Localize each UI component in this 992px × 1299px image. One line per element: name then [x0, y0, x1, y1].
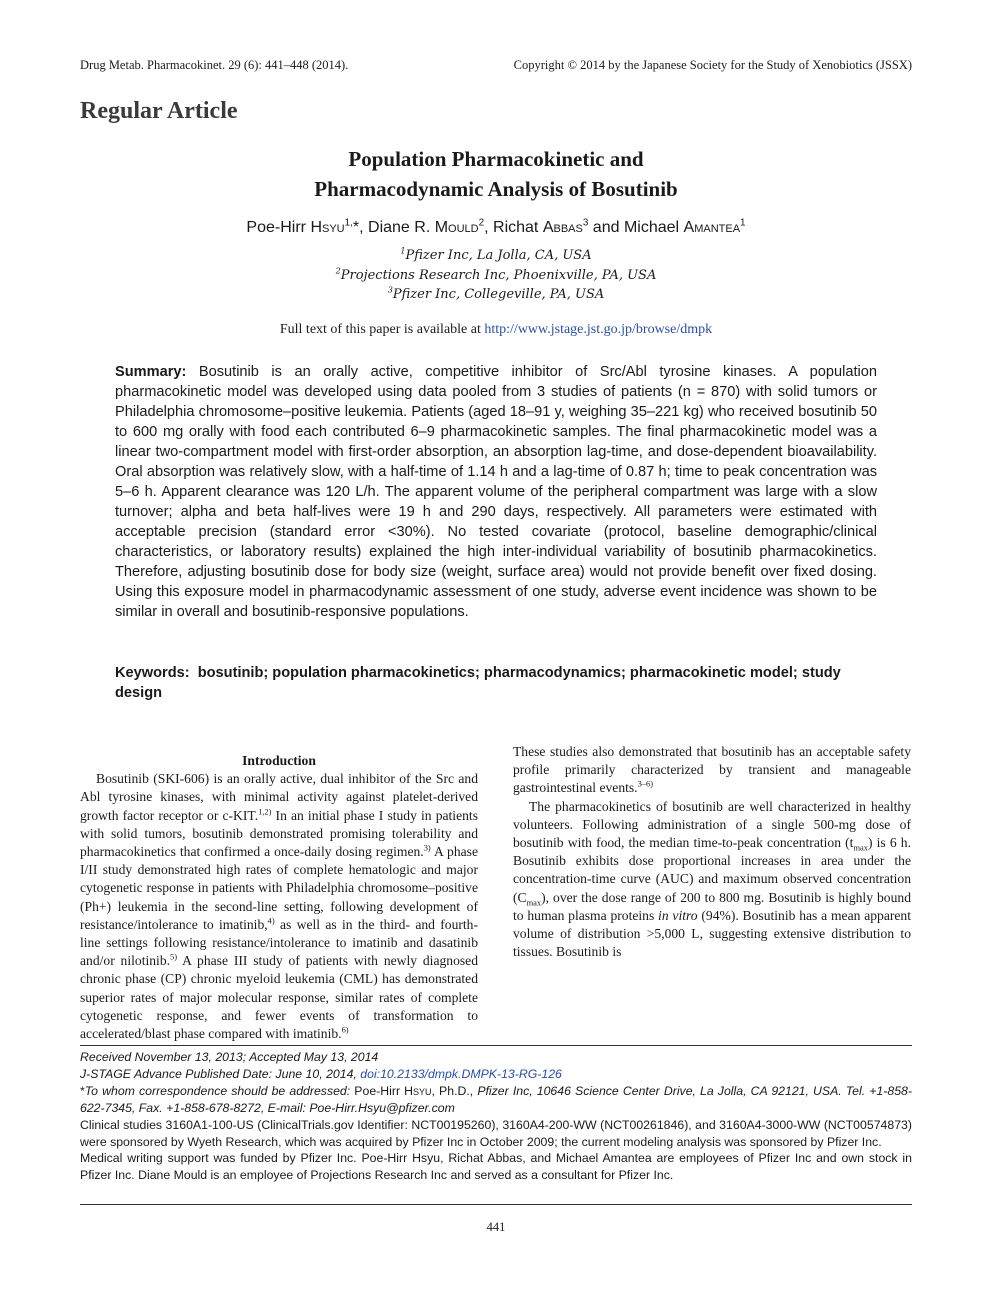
page-number: 441 — [486, 1220, 506, 1234]
author-1-last: Hsyu — [310, 219, 345, 236]
intro-text: Bosutinib (SKI-606) is an orally active, dual inhibitor of the Src and Abl tyrosine kinases, with minimal activity against platelet-derived growth factor receptor or c-KIT. — [80, 771, 478, 823]
intro-paragraph-1-continued — [513, 743, 911, 798]
author-1-affil-sup: 1, — [344, 217, 353, 229]
intro-text: (94%). Bosutinib has a mean apparent volume of distribution >5,000 L, suggesting extensive distribution to tissues. Bosutinib is — [513, 907, 911, 960]
subscript-max: max — [853, 842, 868, 853]
affiliation-text: Pfizer Inc, La Jolla, CA, USA — [405, 248, 592, 263]
clinical-studies-note: Clinical studies 3160A1-100-US (ClinicalTrials.gov Identifier: NCT00195260), 3160A4-200-WW (NCT00261846), and 3160A4-3000-WW (NCT00574873) were sponsored by Wyeth Research, which was acquired by Pfizer Inc in October 2009; the current modeling analysis was sponsored by Pfizer Inc. — [80, 1117, 912, 1149]
author-3-affil-sup: 3 — [582, 217, 589, 229]
author-list — [0, 219, 992, 237]
affiliations — [0, 246, 992, 305]
affiliation-text: Pfizer Inc, Collegeville, PA, USA — [392, 287, 605, 302]
author-4-affil-sup: 1 — [740, 217, 746, 229]
author-3-last: Abbas — [542, 219, 583, 236]
author-2-last: Mould — [434, 219, 479, 236]
keywords-list: bosutinib; population pharmacokinetics; pharmacodynamics; pharmacokinetic model; study design — [115, 665, 841, 701]
title-line-2: Pharmacodynamic Analysis of Bosutinib — [314, 177, 678, 201]
footnote-divider — [80, 1045, 912, 1046]
corresponding-star: * — [352, 219, 360, 236]
journal-citation: Drug Metab. Pharmacokinet. 29 (6): 441–448 (2014). — [80, 58, 349, 72]
keywords-label: Keywords: — [115, 665, 190, 681]
correspondence-address: Pfizer Inc, 10646 Science Center Drive, La Jolla, CA 92121, USA. Tel. +1-858-622-7345, Fax. +1-858-678-8272, E-mail: Poe-Hirr.Hsyu@pfizer.com — [80, 1083, 912, 1115]
author-separator: , — [484, 219, 494, 236]
article-type-label: Regular Article — [80, 98, 238, 124]
section-heading-introduction: Introduction — [242, 753, 316, 768]
intro-text: ) is 6 h. Bosutinib exhibits dose proportional increases in area under the concentration-time curve (AUC) and maximum observed concentration (C — [513, 835, 911, 905]
correspondence-note — [80, 1083, 912, 1117]
author-4-last: Amantea — [683, 219, 741, 236]
copyright-notice: Copyright © 2014 by the Japanese Society for the Study of Xenobiotics (JSSX) — [513, 58, 912, 72]
author-separator: and — [588, 219, 624, 236]
title-line-1: Population Pharmacokinetic and — [348, 147, 644, 171]
fulltext-availability — [0, 322, 992, 338]
fulltext-link[interactable]: http://www.jstage.jst.go.jp/browse/dmpk — [484, 322, 713, 337]
jstage-published — [80, 1066, 912, 1083]
summary-label: Summary: — [115, 364, 187, 380]
author-separator: , — [359, 219, 369, 236]
author-2-first: Diane R. — [368, 219, 435, 236]
subscript-max: max — [526, 897, 542, 908]
affiliation-number: 3 — [387, 285, 393, 295]
keywords-block — [115, 663, 877, 703]
author-4-first: Michael — [623, 219, 684, 236]
intro-text: A phase I/II study demonstrated high rates of complete hematologic and major cytogenetic response in patients with Philadelphia chromosome–positive (Ph+) leukemia in the second-line setting, following development of resistance/intolerance to imatinib, — [80, 844, 478, 932]
summary-text: Bosutinib is an orally active, competitive inhibitor of Src/Abl tyrosine kinases. A population pharmacokinetic model was developed using data pooled from 3 studies of patients (n = 870) with solid tumors or Philadelphia chromosome–positive leukemia. Patients (aged 18–91 y, weighing 35–221 kg) who received bosutinib 50 to 600 mg orally with food each contributed 6–9 pharmacokinetic samples. The final pharmacokinetic model was a linear two-compartment model with first-order absorption, an absorption lag-time, and dose-dependent bioavailability. Oral absorption was relatively slow, with a half-time of 1.14 h and a lag-time of 0.87 h; time to peak concentration was 5–6 h. Apparent clearance was 120 L/h. The apparent volume of the peripheral compartment was large with a slow turnover; alpha and beta half-lives were 19 h and 290 days, respectively. All parameters were estimated with acceptable precision (standard error <30%). No tested covariate (protocol, baseline demographic/clinical characteristics, or laboratory results) explained the high inter-individual variability of bosutinib pharmacokinetics. Therefore, adjusting bosutinib dose for body size (weight, surface area) would not provide benefit over fixed dosing. Using this exposure model in pharmacodynamic assessment of one study, adverse event incidence was shown to be similar in overall and bosutinib-responsive populations. — [115, 364, 877, 620]
intro-text: The pharmacokinetics of bosutinib are well characterized in healthy volunteers. Following administration of a single 500-mg dose of bosutinib with food, the median time-to-peak concentration (t — [513, 798, 911, 851]
intro-text: These studies also demonstrated that bosutinib has an acceptable safety profile primarily characterized by transient and manageable gastrointestinal events. — [513, 744, 911, 796]
intro-text: as well as in the third- and fourth-line settings following resistance/intolerance to imatinib and dasatinib and/or nilotinib. — [80, 916, 479, 969]
citation-ref: 4) — [267, 915, 275, 926]
citation-ref: 5) — [170, 951, 178, 962]
intro-paragraph-1 — [80, 770, 478, 1043]
correspondence-surname: Hsyu — [404, 1083, 432, 1098]
correspondence-degree: , Ph.D., — [431, 1083, 478, 1098]
abstract-summary — [115, 362, 877, 622]
intro-text: A phase III study of patients with newly diagnosed chronic phase (CP) chronic myeloid leukemia (CML) has demonstrated superior rates of major molecular response, similar rates of complete cytogenetic response, and fewer events of transformation to accelerated/blast phase compared with imatinib. — [80, 953, 478, 1042]
affiliation-2 — [0, 266, 992, 286]
citation-ref: 3–6) — [637, 778, 654, 789]
footnote-bottom-divider — [80, 1204, 912, 1205]
author-2-affil-sup: 2 — [478, 217, 485, 229]
intro-text: ), over the dose range of 200 to 800 mg. Bosutinib is highly bound to human plasma proteins — [513, 889, 911, 923]
footnotes — [80, 1049, 912, 1184]
doi-link[interactable]: doi:10.2133/dmpk.DMPK-13-RG-126 — [360, 1066, 562, 1081]
intro-column-right — [513, 743, 911, 961]
jstage-prefix: J-STAGE Advance Published Date: June 10, 2014, — [80, 1066, 361, 1081]
paper-title — [0, 144, 992, 204]
received-accepted-dates: Received November 13, 2013; Accepted May 13, 2014 — [80, 1050, 379, 1064]
italic-in-vitro: in vitro — [658, 907, 698, 923]
correspondence-name: Poe-Hirr — [350, 1083, 405, 1098]
corresponding-star: * — [80, 1083, 85, 1098]
affiliation-number: 2 — [335, 266, 341, 276]
citation-ref: 1,2) — [258, 806, 272, 817]
affiliation-number: 1 — [400, 246, 406, 256]
affiliation-text: Projections Research Inc, Phoenixville, PA, USA — [340, 267, 657, 283]
citation-ref: 6) — [341, 1024, 349, 1035]
intro-text: In an initial phase I study in patients with solid tumors, bosutinib demonstrated promising tolerability and pharmacokinetics that confirmed a once-daily dosing regimen. — [80, 807, 478, 860]
intro-column-left — [80, 752, 478, 1043]
fulltext-prefix: Full text of this paper is available at — [279, 322, 485, 337]
citation-ref: 3) — [423, 842, 431, 853]
intro-paragraph-2 — [513, 798, 911, 962]
author-3-first: Richat — [493, 219, 543, 236]
affiliation-1 — [0, 246, 992, 266]
affiliation-3 — [0, 285, 992, 305]
author-1-first: Poe-Hirr — [246, 219, 311, 236]
writing-support-note: Medical writing support was funded by Pfizer Inc. Poe-Hirr Hsyu, Richat Abbas, and Michael Amantea are employees of Pfizer Inc and own stock in Pfizer Inc. Diane Mould is an employee of Projections Research Inc and served as a consultant for Pfizer Inc. — [80, 1151, 912, 1183]
correspondence-label: To whom correspondence should be addressed: — [84, 1083, 351, 1098]
